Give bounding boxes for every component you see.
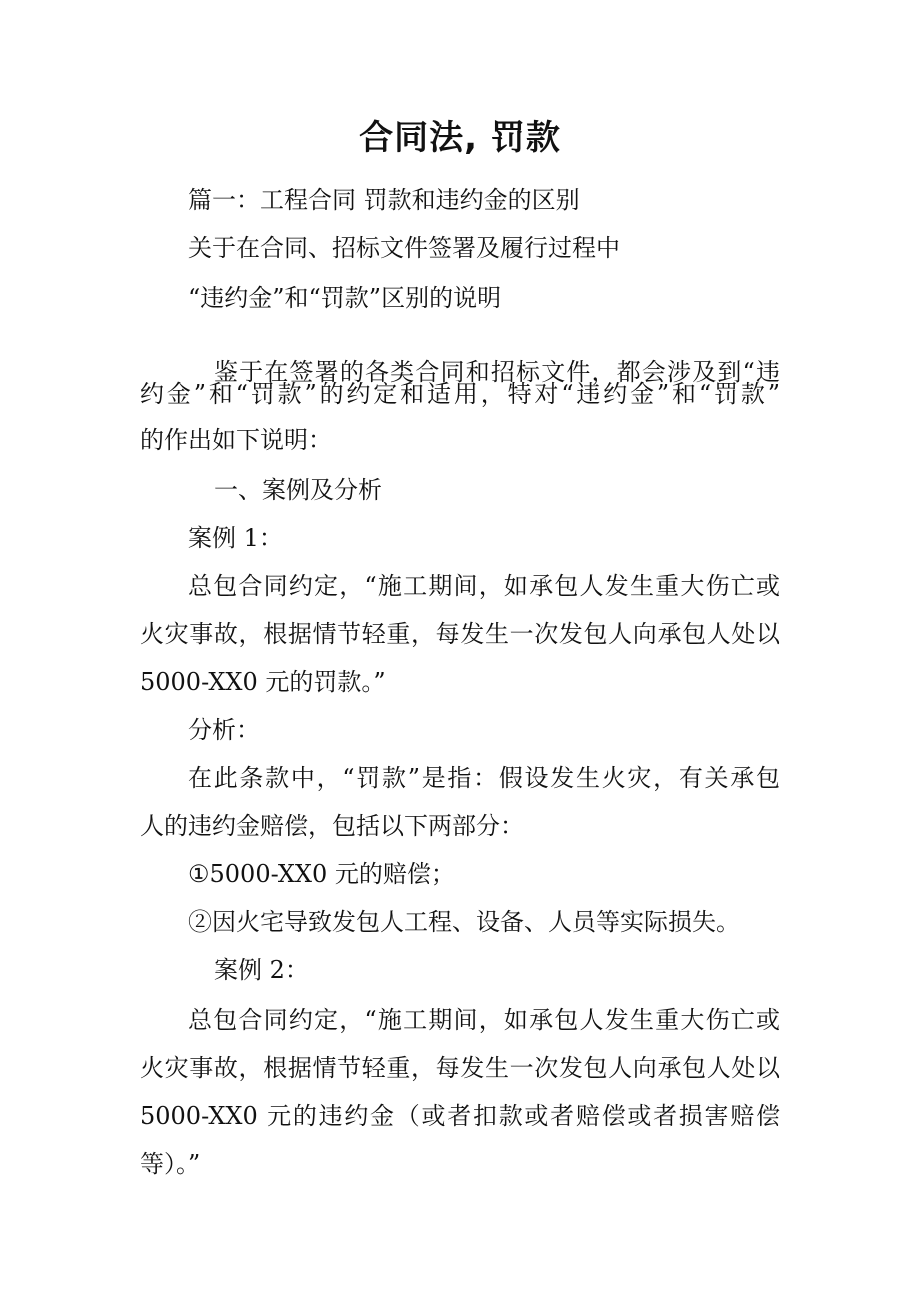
text-line: 火灾事故，根据情节轻重，每发生一次发包人向承包人处以 [140, 1054, 780, 1082]
text-line: 火灾事故，根据情节轻重，每发生一次发包人向承包人处以 [140, 620, 780, 648]
text-line: 的作出如下说明： [140, 426, 332, 454]
text-line: 约金”和“罚款”的约定和适用，特对“违约金”和“罚款” [140, 380, 780, 408]
section-heading: 一、案例及分析 [214, 476, 382, 504]
text-line: “违约金”和“罚款”区别的说明 [188, 284, 502, 312]
list-item: ②因火宅导致发包人工程、设备、人员等实际损失。 [188, 908, 740, 936]
text-line: 分析： [188, 716, 260, 744]
text-line: 案例 2： [214, 956, 309, 984]
text-line: 总包合同约定，“施工期间，如承包人发生重大伤亡或 [188, 572, 780, 600]
list-item: ①5000-XX0 元的赔偿； [188, 860, 455, 888]
text-line: 关于在合同、招标文件签署及履行过程中 [188, 234, 620, 262]
text-line: 鉴于在签署的各类合同和招标文件，都会涉及到“违 [214, 358, 780, 386]
text-line: 等）。” [140, 1150, 201, 1178]
text-line: 人的违约金赔偿，包括以下两部分： [140, 812, 524, 840]
text-line: 在此条款中，“罚款”是指：假设发生火灾，有关承包 [188, 764, 780, 792]
text-line: 5000-XX0 元的违约金（或者扣款或者赔偿或者损害赔偿 [140, 1102, 780, 1130]
text-line: 篇一：工程合同 罚款和违约金的区别 [188, 186, 580, 214]
document-title: 合同法, 罚款 [359, 118, 561, 158]
text-line: 总包合同约定，“施工期间，如承包人发生重大伤亡或 [188, 1006, 780, 1034]
text-line: 案例 1： [188, 524, 283, 552]
text-line: 5000-XX0 元的罚款。” [140, 668, 386, 696]
